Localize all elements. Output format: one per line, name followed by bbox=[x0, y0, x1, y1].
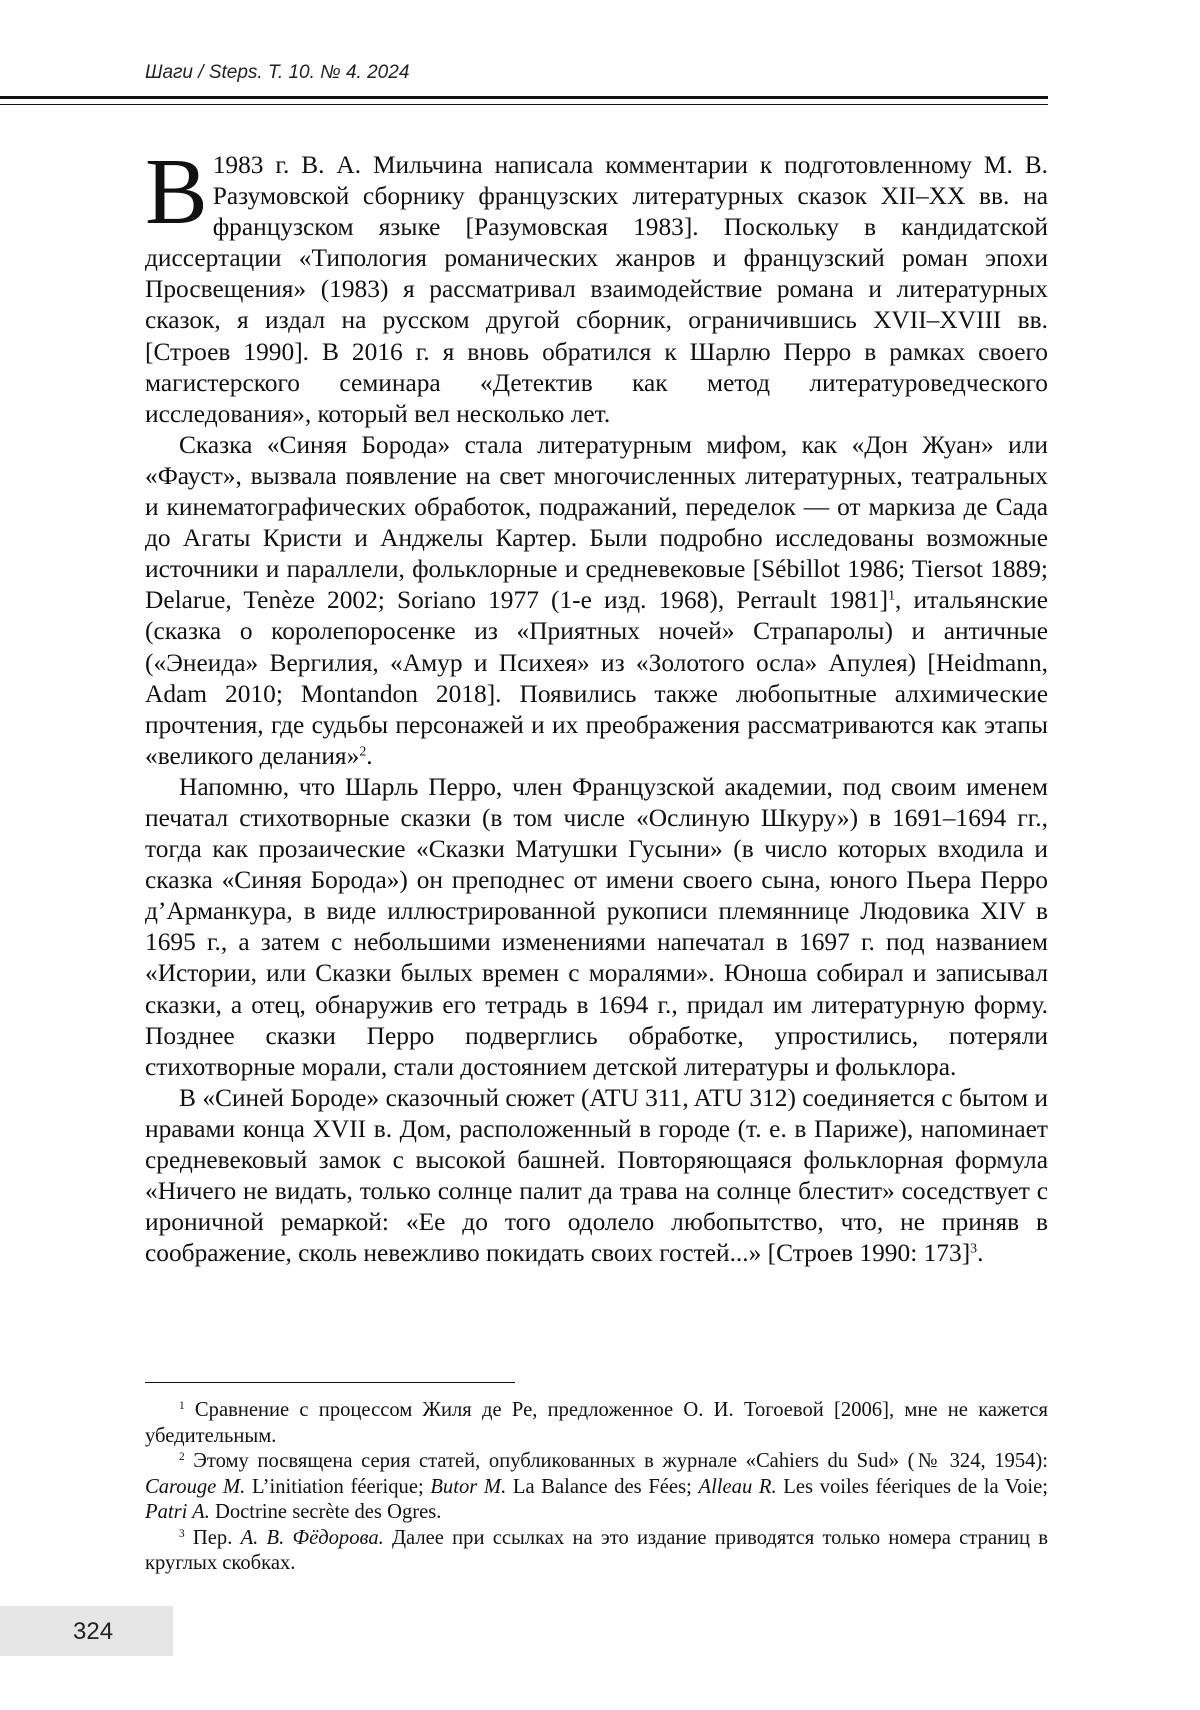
paragraph-2-text-a: Сказка «Синяя Борода» стала литературным мифом, как «Дон Жуан» или «Фауст», вызвала появление на свет многочисленных литературных, театральных и кинематографических обработок, подражаний, переделок — от маркиза де Сада до Агаты Кристи и Анджелы Картер. Были подробно исследованы возможные источники и параллели, фольклорные и средневековые [Sébillot 1986; Tiersot 1889; Delarue, Tenèze 2002; Soriano 1977 (1-е изд. 1968), Perrault 1981] bbox=[145, 431, 1048, 614]
footnote-2-author-1: Carouge M. bbox=[145, 1476, 245, 1498]
article-body bbox=[145, 150, 1048, 1269]
footnote-3-text-b: Далее при ссылках на это издание приводятся только номера страниц в круглых скобках. bbox=[145, 1527, 1048, 1575]
footnote-2-author-4: Patri A. bbox=[145, 1501, 210, 1523]
footnote-separator bbox=[145, 1382, 515, 1383]
paragraph-2-text-b: , итальянские (сказка о королепоросенке из «Приятных ночей» Страпаролы) и античные («Энеида» Вергилия, «Амур и Психея» из «Золотого осла» Апулея) [Heidmann, Adam 2010; Montandon 2018]. Появились также любопытные алхимические прочтения, где судьбы персонажей и их преображения рассматриваются как этапы «великого делания» bbox=[145, 586, 1048, 769]
footnote-1-text: Сравнение с процессом Жиля де Ре, предложенное О. И. Тогоевой [2006], мне не кажется убедительным. bbox=[145, 1399, 1048, 1447]
footnote-ref-3[interactable]: 3 bbox=[970, 1242, 977, 1257]
footnote-1-number: 1 bbox=[179, 1400, 185, 1412]
footnote-3-text-a: Пер. bbox=[185, 1527, 241, 1549]
running-header: Шаги / Steps. Т. 10. № 4. 2024 bbox=[145, 62, 409, 84]
page-number: 324 bbox=[73, 1618, 113, 1646]
paragraph-3: Напомню, что Шарль Перро, член Французской академии, под своим именем печатал стихотворные сказки (в том числе «Ослиную Шкуру») в 1691–1694 гг., тогда как прозаические «Сказки Матушки Гусыни» (в число которых входила и сказка «Синяя Борода») он преподнес от имени своего сына, юного Пьера Перро д’Арманкура, в виде иллюстрированной рукописи племяннице Людовика XIV в 1695 г., а затем с небольшими изменениями напечатал в 1697 г. под названием «Истории, или Сказки былых времен с моралями». Юноша собирал и записывал сказки, а отец, обнаружив его тетрадь в 1694 г., придал им литературную форму. Позднее сказки Перро подверглись обработке, упростились, потеряли стихотворные морали, стали достоянием детской литературы и фольклора. bbox=[145, 772, 1048, 1083]
footnote-2-text-d: Les voiles féeriques de la Voie; bbox=[777, 1476, 1048, 1498]
footnote-2-number: 2 bbox=[179, 1451, 185, 1463]
footnote-ref-1[interactable]: 1 bbox=[888, 589, 895, 604]
footnote-1 bbox=[145, 1398, 1048, 1449]
footnote-2-text-a: Этому посвящена серия статей, опубликованных в журнале «Cahiers du Sud» (№ 324, 1954): bbox=[185, 1450, 1048, 1472]
footnote-ref-2[interactable]: 2 bbox=[359, 744, 366, 759]
footnote-2-text-b: L’initiation féerique; bbox=[245, 1476, 430, 1498]
paragraph-4 bbox=[145, 1083, 1048, 1270]
footnote-3 bbox=[145, 1526, 1048, 1577]
paragraph-1-text: 1983 г. В. А. Мильчина написала комментарии к подготовленному М. В. Разумовской сборнику французских литературных сказок XII–XX вв. на французском языке [Разумовская 1983]. Поскольку в кандидатской диссертации «Типология романических жанров и французский роман эпохи Просвещения» (1983) я рассматривал взаимодействие романа и литературных сказок, я издал на русском другой сборник, ограничившись XVII–XVIII вв. [Строев 1990]. В 2016 г. я вновь обратился к Шарлю Перро в рамках своего магистерского семинара «Детектив как метод литературоведческого исследования», который вел несколько лет. bbox=[145, 151, 1048, 428]
footnote-2-author-3: Alleau R. bbox=[698, 1476, 776, 1498]
footnote-3-translator: А. В. Фёдорова. bbox=[241, 1527, 384, 1549]
paragraph-2-text-c: . bbox=[366, 742, 372, 770]
footnote-2-text-e: Doctrine secrète des Ogres. bbox=[210, 1501, 442, 1523]
paragraph-4-text-a: В «Синей Бороде» сказочный сюжет (ATU 311, ATU 312) соединяется с бытом и нравами конца XVII в. Дом, расположенный в городе (т. е. в Париже), напоминает средневековый замок с высокой башней. Повторяющаяся фольклорная формула «Ничего не видать, только солнце палит да трава на солнце блестит» соседствует с ироничной ремаркой: «Ее до того одолело любопытство, что, не приняв в соображение, сколь невежливо покидать своих гостей...» [Строев 1990: 173] bbox=[145, 1084, 1048, 1267]
footnote-2-text-c: La Balance des Fées; bbox=[506, 1476, 698, 1498]
header-rule-thin bbox=[0, 104, 1048, 105]
footnote-2 bbox=[145, 1449, 1048, 1526]
header-rule-thick bbox=[0, 96, 1048, 99]
footnotes bbox=[145, 1398, 1048, 1577]
paragraph-2 bbox=[145, 430, 1048, 772]
paragraph-1 bbox=[145, 150, 1048, 430]
footnote-3-number: 3 bbox=[179, 1528, 185, 1540]
paragraph-4-text-b: . bbox=[977, 1239, 983, 1267]
drop-cap: В bbox=[145, 158, 208, 226]
footnote-2-author-2: Butor M. bbox=[430, 1476, 506, 1498]
